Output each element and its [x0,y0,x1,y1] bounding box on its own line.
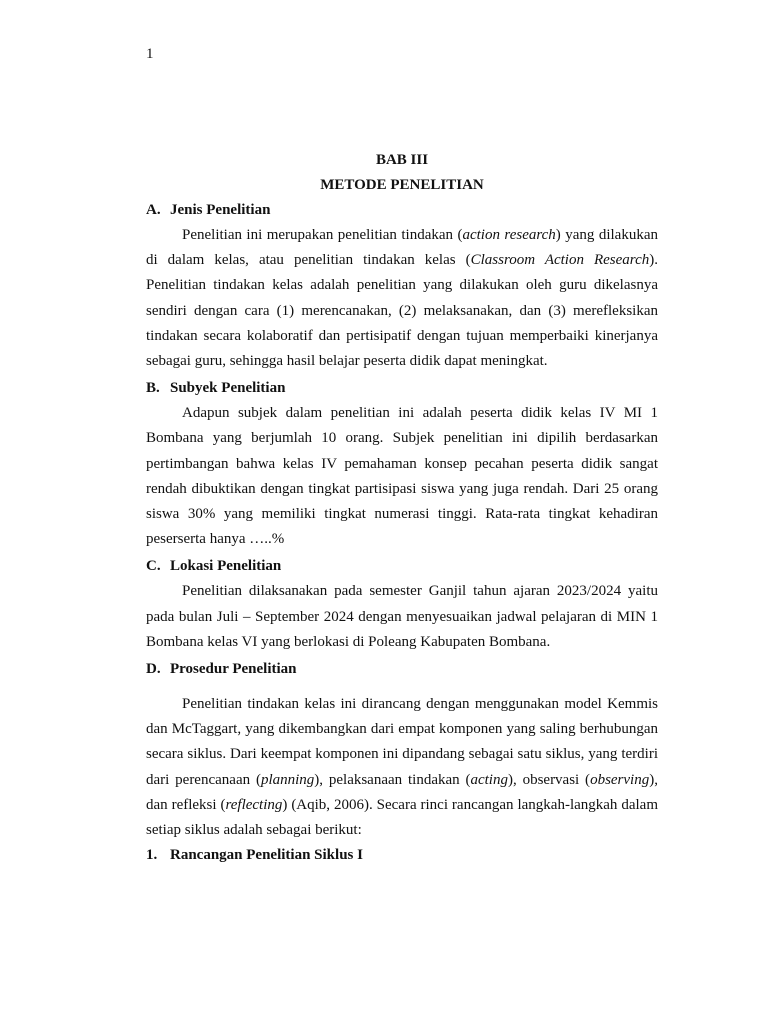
text-run: Penelitian tindakan kelas ini dirancang dengan menggunakan model Kemmis dan McTaggart, yang dikembangkan dari empat komponen yang saling berhubungan secara siklus. Dari keempat komponen ini dipandang sebagai satu siklus, yang terdiri dari perencanaan ( [146,696,658,788]
chapter-number: BAB III [375,152,429,168]
paragraph-prosedur-penelitian [146,692,658,843]
section-letter: A. [146,202,161,218]
italic-term: Classroom Action Research [470,252,650,269]
section-title: Prosedur Penelitian [170,661,297,678]
text-run: ), pelaksanaan tindakan ( [314,771,471,788]
subsection-title: Rancangan Penelitian Siklus I [170,847,363,864]
section-letter: C. [146,558,161,575]
section-letter: B. [146,380,160,397]
text-run: ), observasi ( [507,771,591,788]
text-run: ). Penelitian tindakan kelas adalah penelitian yang dilakukan oleh guru dikelasnya sendiri dengan cara (1) merencanakan, (2) melaksanakan, dan (3) merefleksikan tindakan secara kolaboratif dan pertisipatif dengan tujuan memperbaiki kinerjanya sebagai guru, sehingga hasil belajar peserta didik dapat meningkat. [146,252,658,370]
section-title: Subyek Penelitian [170,380,286,397]
section-letter: D. [146,661,161,678]
section-title: Lokasi Penelitian [170,558,282,575]
section-heading-prosedur-penelitian [146,657,658,682]
document-body [146,148,658,868]
text-run: ), dan refleksi ( [146,771,658,813]
italic-term: acting [470,771,508,788]
italic-term: observing [590,771,650,788]
section-heading-subyek-penelitian [146,376,658,401]
paragraph-lokasi-penelitian: Penelitian dilaksanakan pada semester Ganjil tahun ajaran 2023/2024 yaitu pada bulan Juli – September 2024 dengan menyesuaikan jadwal pelajaran di MIN 1 Bombana kelas VI yang berlokasi di Poleang Kabupaten Bombana. [146,583,658,650]
paragraph-subyek-penelitian: Adapun subjek dalam penelitian ini adalah peserta didik kelas IV MI 1 Bombana yang berjumlah 10 orang. Subjek penelitian ini dipilih berdasarkan pertimbangan bahwa kelas IV pemahaman konsep pecahan peserta didik sangat rendah dibuktikan dengan tingkat partisipasi siswa yang juga rendah. Dari 25 orang siswa 30% yang memiliki tingkat numerasi tinggi. Rata-rata tingkat kehadiran peserserta hanya …..% [146,405,658,548]
text-run: ) yang dilakukan di dalam kelas, atau penelitian tindakan kelas ( [146,227,658,269]
subsection-number: 1. [146,847,158,864]
paragraph-jenis-penelitian [146,223,658,374]
italic-term: action research [462,227,556,243]
section-heading-jenis-penelitian [146,198,658,223]
text-run: ) (Aqib, 2006). Secara rinci rancangan langkah-langkah dalam setiap siklus adalah sebagai berikut: [146,796,658,839]
text-run: Penelitian ini merupakan penelitian tindakan ( [182,227,463,243]
italic-term: planning [260,771,315,788]
italic-term: reflecting [225,796,283,813]
chapter-title: METODE PENELITIAN [320,177,484,193]
page-number: 1 [146,46,154,62]
section-title: Jenis Penelitian [170,202,271,218]
section-heading-lokasi-penelitian [146,554,658,579]
subsection-heading-rancangan-siklus-1 [146,843,658,868]
